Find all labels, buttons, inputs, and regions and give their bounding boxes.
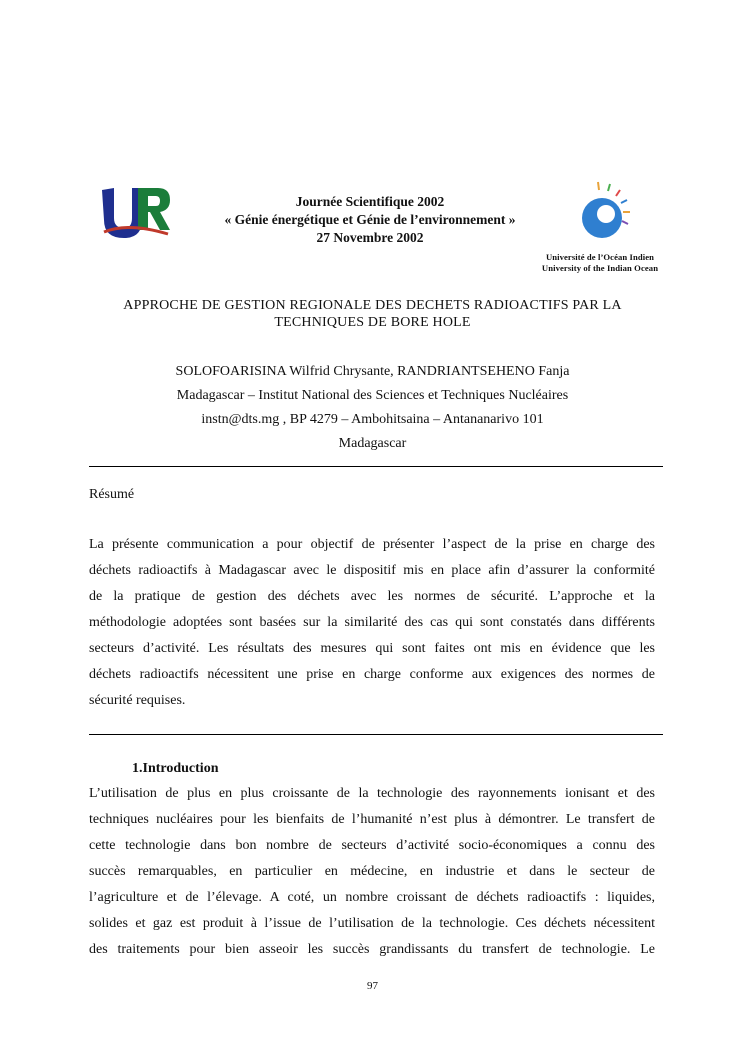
author-names: SOLOFOARISINA Wilfrid Chrysante, RANDRIANTSEHENO Fanja [175,364,570,379]
author-address: instn@dts.mg , BP 4279 – Ambohitsaina – Antananarivo 101 [201,412,544,427]
section-heading-introduction: 1.Introduction [132,761,219,776]
event-date: 27 Novembre 2002 [316,230,424,245]
abstract-line: La présente communication a pour objectif de présenter l’aspect de la prise en charge des [89,537,655,552]
abstract-line: déchets radioactifs nécessitent une prise en charge conforme aux exigences des normes de [89,667,655,682]
author-country: Madagascar [338,436,407,451]
introduction-line: techniques nucléaires pour les bienfaits de l’humanité n’est plus à démontrer. Le transfert de [89,812,655,827]
introduction-line: succès remarquables, en particulier en médecine, en industrie et dans le secteur de [89,864,655,879]
introduction-body [89,781,655,963]
introduction-line: L’utilisation de plus en plus croissante de la technologie des rayonnements ionisant et des [89,786,655,801]
abstract-line: sécurité requises. [89,693,186,708]
page-number: 97 [367,980,378,992]
university-name-en: University of the Indian Ocean [541,263,659,273]
paper-title-line-2: TECHNIQUES DE BORE HOLE [274,315,471,330]
university-name-fr: Université de l’Océan Indien [545,252,655,262]
introduction-line: solides et gaz est produit à l’issue de l’utilisation de la technologie. Ces déchets nécessitent [89,916,655,931]
divider-bottom [89,734,663,735]
abstract-body [89,532,655,714]
university-indian-ocean-logo [572,178,642,250]
abstract-line: méthodologie adoptées sont basées sur la similarité des cas qui sont constatés dans différents [89,615,655,630]
abstract-line: de la pratique de gestion des déchets avec les normes de sécurité. L’approche et la [89,589,655,604]
abstract-label: Résumé [89,487,135,502]
introduction-line: l’agriculture et de l’élevage. A coté, un nombre croissant de déchets radioactifs : liquides, [89,890,655,905]
paper-title-line-1: APPROCHE DE GESTION REGIONALE DES DECHETS RADIOACTIFS PAR LA [123,298,622,313]
divider-top [89,466,663,467]
event-title: Journée Scientifique 2002 [295,194,445,209]
introduction-line: des traitements pour bien asseoir les succès grandissants du transfert de technologie. Le [89,942,655,957]
event-theme: « Génie énergétique et Génie de l’environnement » [224,212,516,227]
ur-logo [98,182,172,240]
introduction-line: cette technologie dans bon nombre de secteurs d’activité socio-économiques a connu des [89,838,655,853]
abstract-line: secteurs d’activité. Les résultats des mesures qui sont faites ont mis en évidence que les [89,641,655,656]
author-affiliation: Madagascar – Institut National des Sciences et Techniques Nucléaires [176,388,569,403]
abstract-line: déchets radioactifs à Madagascar avec le dispositif mis en place afin d’assurer la conformité [89,563,655,578]
